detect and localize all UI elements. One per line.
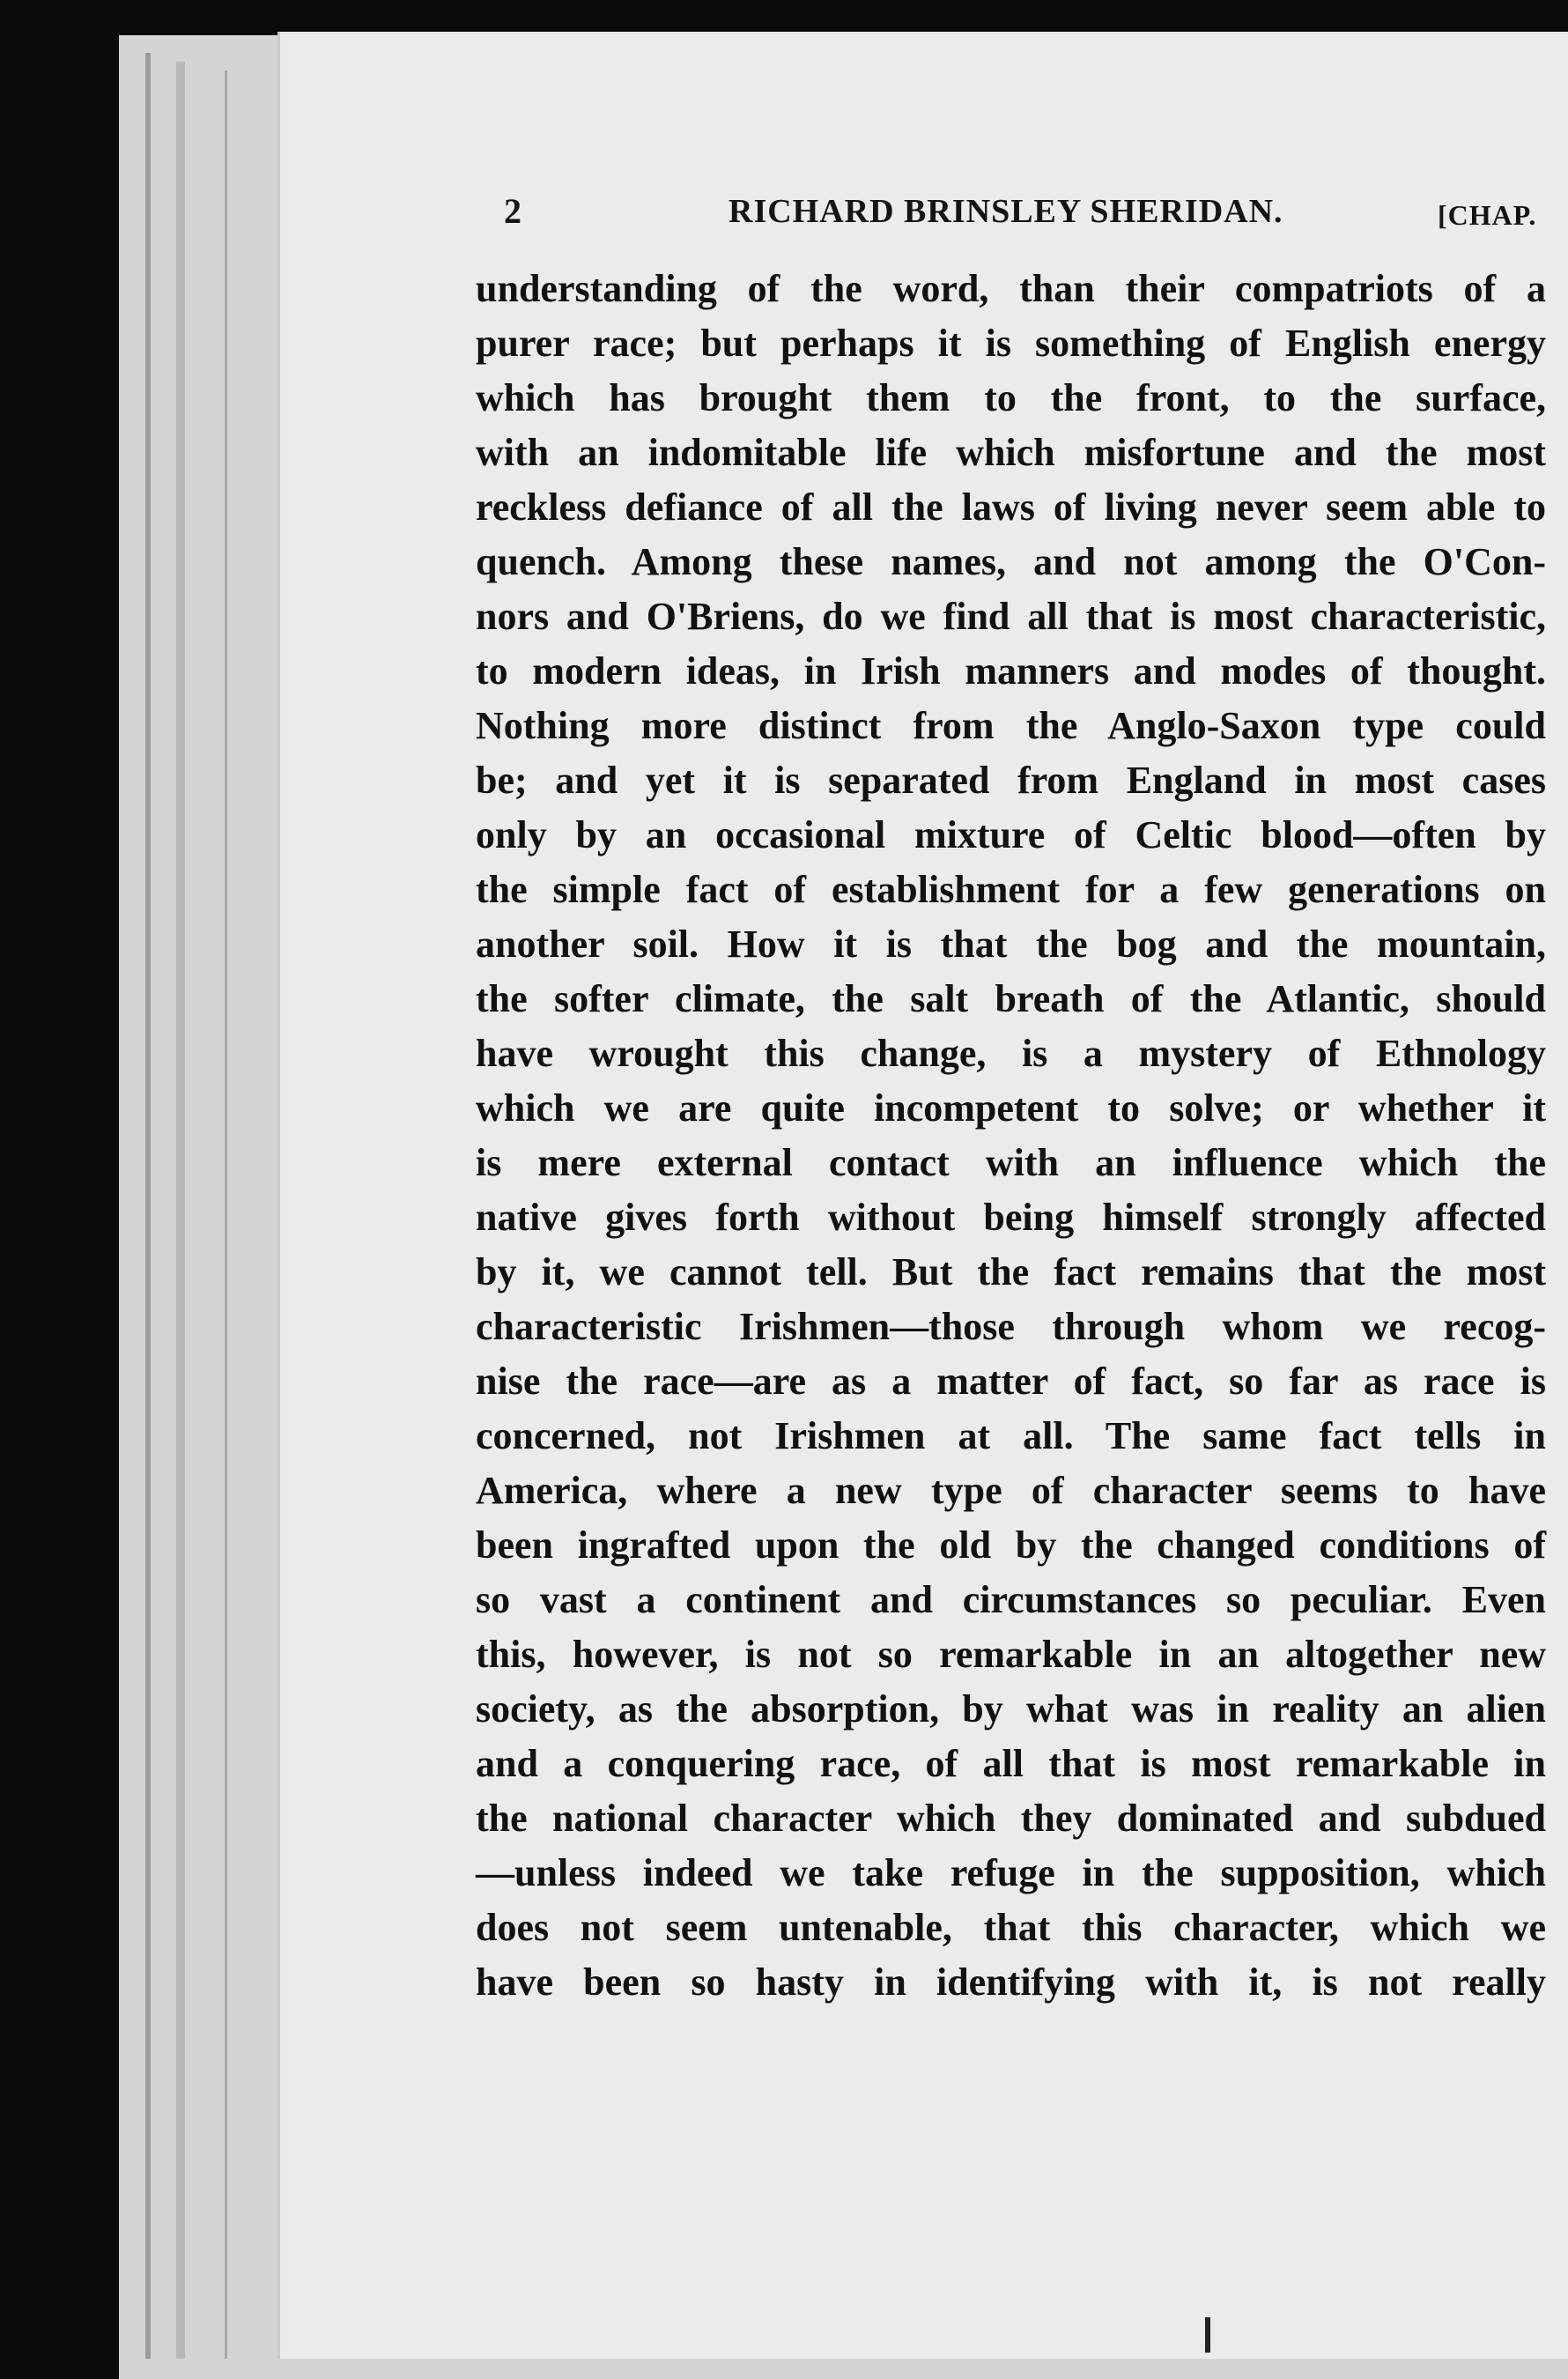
text-line: been ingrafted upon the old by the changed conditions of — [476, 1523, 1546, 1567]
text-line: which we are quite incompetent to solve; or whether it — [476, 1086, 1546, 1130]
text-line: Nothing more distinct from the Anglo-Saxon type could — [476, 704, 1546, 747]
text-line: to modern ideas, in Irish manners and modes of thought. — [476, 649, 1546, 693]
text-line: and a conquering race, of all that is most remarkable in — [476, 1742, 1546, 1785]
page-edge — [176, 62, 185, 2359]
text-line: have wrought this change, is a mystery of Ethnology — [476, 1032, 1546, 1075]
text-line: with an indomitable life which misfortune and the most — [476, 431, 1546, 474]
text-line: this, however, is not so remarkable in an altogether new — [476, 1633, 1546, 1676]
text-line: purer race; but perhaps it is something of English energy — [476, 322, 1546, 365]
text-line: the national character which they dominated and subdued — [476, 1797, 1546, 1840]
text-line: concerned, not Irishmen at all. The same fact tells in — [476, 1414, 1546, 1457]
text-line: which has brought them to the front, to the surface, — [476, 376, 1546, 419]
text-line: characteristic Irishmen—those through whom we recog- — [476, 1305, 1546, 1348]
text-line: —unless indeed we take refuge in the supposition, which — [476, 1851, 1546, 1894]
text-line: reckless defiance of all the laws of living never seem able to — [476, 485, 1546, 529]
text-line: the softer climate, the salt breath of the Atlantic, should — [476, 977, 1546, 1020]
page-bottom-mark — [1205, 2317, 1210, 2353]
page-number: 2 — [504, 191, 522, 231]
page-edge — [225, 70, 227, 2359]
chapter-marker: [CHAP. — [1438, 199, 1537, 231]
text-line: is mere external contact with an influence which the — [476, 1141, 1546, 1184]
running-title: RICHARD BRINSLEY SHERIDAN. — [729, 193, 1283, 230]
text-line: native gives forth without being himself strongly affected — [476, 1196, 1546, 1239]
text-line: quench. Among these names, and not among the O'Con- — [476, 540, 1546, 583]
text-line: understanding of the word, than their compatriots of a — [476, 267, 1546, 310]
text-line: only by an occasional mixture of Celtic blood—often by — [476, 813, 1546, 856]
page-body-text — [476, 264, 1559, 2247]
text-line: by it, we cannot tell. But the fact remains that the most — [476, 1250, 1546, 1293]
text-line: be; and yet it is separated from England in most cases — [476, 759, 1546, 802]
text-line: does not seem untenable, that this character, which we — [476, 1906, 1546, 1949]
text-line: have been so hasty in identifying with it, is not really — [476, 1960, 1546, 2004]
text-line: nors and O'Briens, do we find all that is most characteristic, — [476, 595, 1546, 638]
text-line: nise the race—are as a matter of fact, so far as race is — [476, 1360, 1546, 1403]
text-line: the simple fact of establishment for a few generations on — [476, 868, 1546, 911]
text-line: another soil. How it is that the bog and the mountain, — [476, 923, 1546, 966]
text-line: America, where a new type of character seems to have — [476, 1469, 1546, 1512]
text-line: so vast a continent and circumstances so peculiar. Even — [476, 1578, 1546, 1621]
running-head — [504, 185, 1552, 238]
page-edge — [145, 53, 151, 2359]
text-line: society, as the absorption, by what was in reality an alien — [476, 1687, 1546, 1731]
